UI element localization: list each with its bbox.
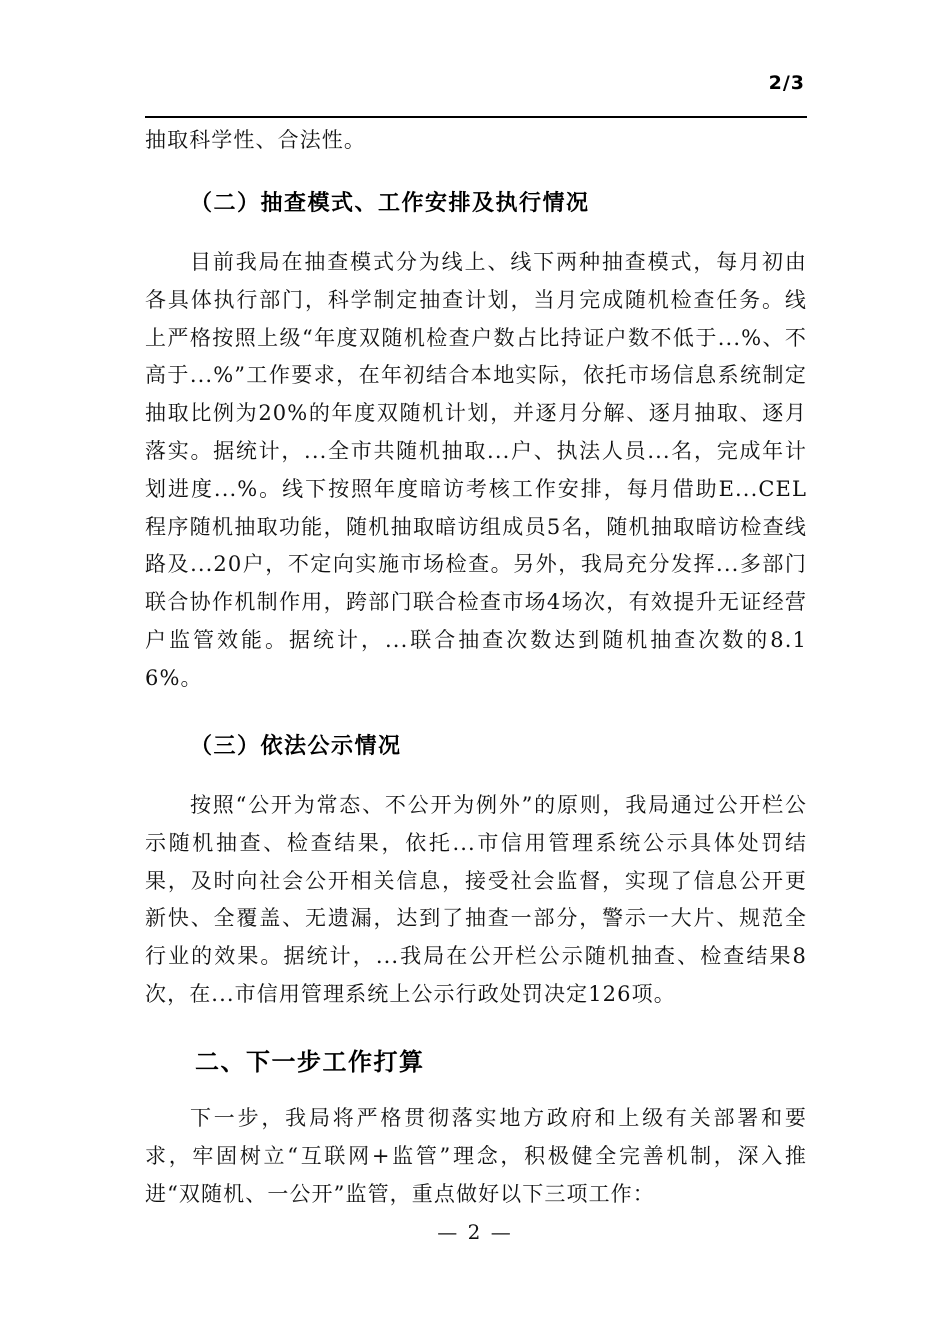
part-2-paragraph: 下一步，我局将严格贯彻落实地方政府和上级有关部署和要求，牢固树立“互联网+监管”理念，积极健全完善机制，深入推进“双随机、一公开”监管，重点做好以下三项工作： <box>145 1106 807 1206</box>
section-2-heading: （二）抽查模式、工作安排及执行情况 <box>190 191 590 216</box>
section-2-paragraph: 目前我局在抽查模式分为线上、线下两种抽查模式，每月初由各具体执行部门，科学制定抽查计划，当月完成随机检查任务。线上严格按照上级“年度双随机检查户数占比持证户数不低于...%、不高于...%”工作要求，在年初结合本地实际，依托市场信息系统制定抽取比例为20%的年度双随机计划，并逐月分解、逐月抽取、逐月落实。据统计，...全市共随机抽取...户、执法人员...名，完成年计划进度...%。线下按照年度暗访考核工作安排，每月借助E...CEL程序随机抽取功能，随机抽取暗访组成员5名，随机抽取暗访检查线路及...20户，不定向实施市场检查。另外，我局充分发挥...多部门联合协作机制作用，跨部门联合检查市场4场次，有效提升无证经营户监管效能。据统计，...联合抽查次数达到随机抽查次数的8.16%。 <box>145 250 807 690</box>
section-3-paragraph: 按照“公开为常态、不公开为例外”的原则，我局通过公开栏公示随机抽查、检查结果，依托...市信用管理系统公示具体处罚结果，及时向社会公开相关信息，接受社会监督，实现了信息公开更新快、全覆盖、无遗漏，达到了抽查一部分，警示一大片、规范全行业的效果。据统计，...我局在公开栏公示随机抽查、检查结果8次，在...市信用管理系统上公示行政处罚决定126项。 <box>145 793 807 1006</box>
section-3-heading: （三）依法公示情况 <box>190 734 402 759</box>
page-header <box>145 70 807 118</box>
page-number: — 2 — <box>437 1220 513 1244</box>
continuation-text: 抽取科学性、合法性。 <box>145 128 366 152</box>
page-indicator: 2/3 <box>768 72 805 94</box>
part-2-heading: 二、下一步工作打算 <box>195 1048 425 1076</box>
